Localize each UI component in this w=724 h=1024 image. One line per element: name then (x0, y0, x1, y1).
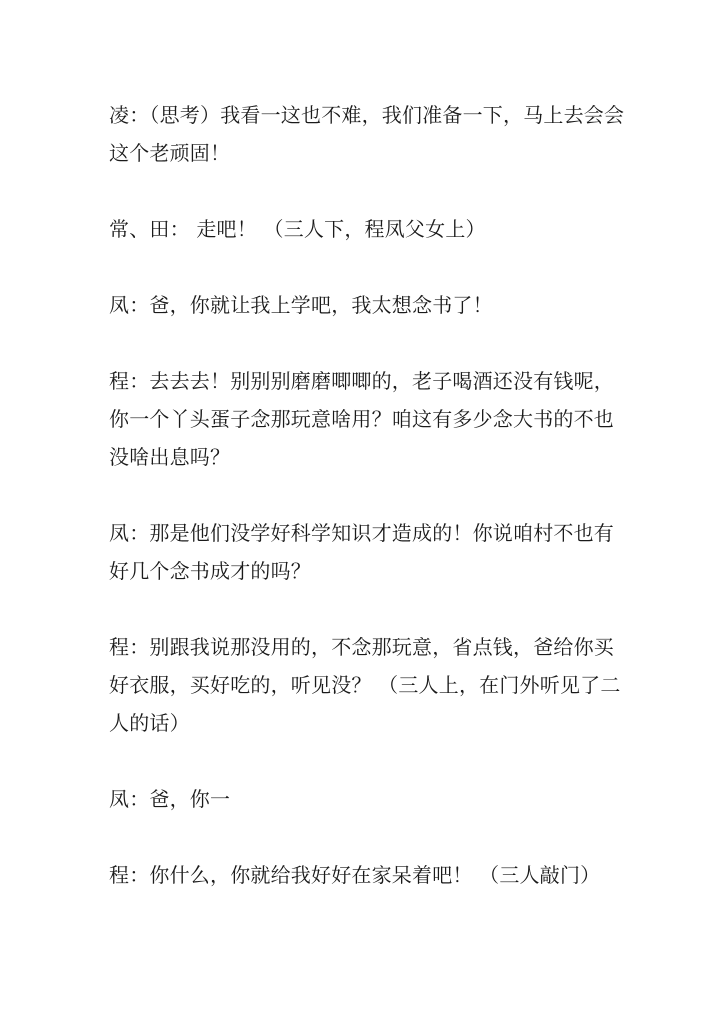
text-line: 常、田： 走吧！ （三人下，程凤父女上） (109, 217, 486, 241)
text-line: 程：你什么，你就给我好好在家呆着吧！ （三人敲门） (109, 863, 601, 887)
dialogue-paragraph-chang-tian (109, 210, 619, 248)
text-line: 没啥出息吗？ (109, 445, 231, 469)
text-line: 凤：爸，你就让我上学吧，我太想念书了！ (109, 293, 493, 317)
dialogue-paragraph-ling (109, 96, 625, 172)
text-line: 凤：爸，你一 (109, 787, 231, 811)
text-line: 这个老顽固！ (109, 141, 231, 165)
dialogue-paragraph-feng-3 (109, 780, 619, 818)
text-line: 程：去去去！别别别磨磨唧唧的，老子喝酒还没有钱呢， (109, 369, 614, 393)
text-line: 程：别跟我说那没用的，不念那玩意，省点钱，爸给你买 (109, 635, 614, 659)
text-line: 好衣服，买好吃的，听见没？ （三人上，在门外听见了二 (109, 673, 621, 697)
text-line: 人的话） (109, 711, 190, 735)
dialogue-paragraph-cheng-1 (109, 362, 619, 476)
dialogue-paragraph-feng-2 (109, 514, 619, 590)
text-line: 好几个念书成才的吗？ (109, 559, 311, 583)
dialogue-paragraph-feng-1 (109, 286, 619, 324)
text-line: 凤：那是他们没学好科学知识才造成的！你说咱村不也有 (109, 521, 614, 545)
text-line: 凌：（思考）我看一这也不难，我们准备一下，马上去会会 (109, 103, 625, 127)
text-line: 你一个丫头蛋子念那玩意啥用？咱这有多少念大书的不也 (109, 407, 614, 431)
dialogue-paragraph-cheng-3 (109, 856, 619, 894)
dialogue-paragraph-cheng-2 (109, 628, 619, 742)
